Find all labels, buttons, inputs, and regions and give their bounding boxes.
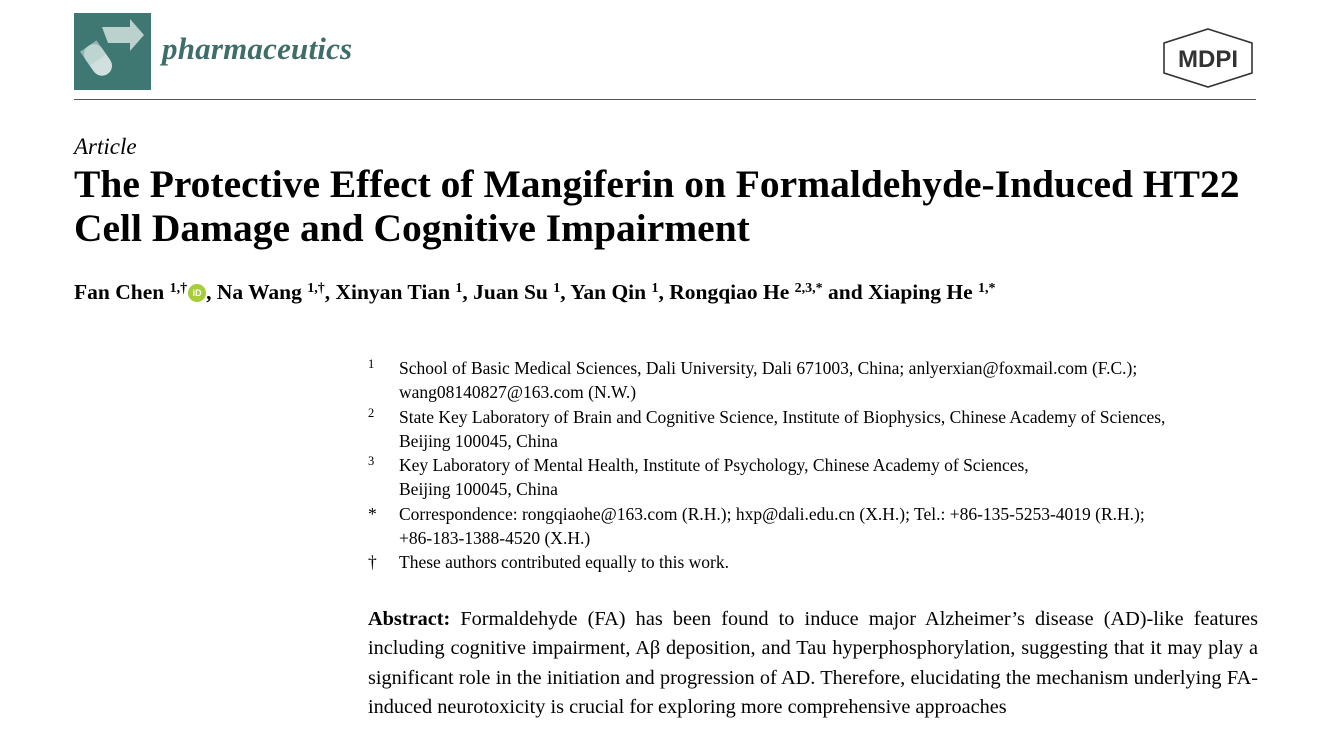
author-separator: ,: [462, 280, 474, 304]
article-title: The Protective Effect of Mangiferin on Formaldehyde-Induced HT22 Cell Damage and Cognitive Impairment: [74, 162, 1240, 250]
affiliation-marker: 3: [368, 454, 375, 469]
author-name[interactable]: Yan Qin: [570, 280, 647, 304]
affiliation-line: Beijing 100045, China: [399, 479, 558, 500]
affiliation-line: Beijing 100045, China: [399, 430, 558, 451]
author-list: [74, 280, 1264, 305]
author-name[interactable]: Xiaping He: [868, 280, 973, 304]
affiliation-item: [368, 356, 1268, 405]
abstract: [368, 605, 1258, 722]
author-name[interactable]: Fan Chen: [74, 280, 165, 304]
affiliation-line: +86-183-1388-4520 (X.H.): [399, 528, 591, 549]
journal-logo[interactable]: [74, 13, 151, 90]
author-affiliation-marker: 1: [455, 281, 463, 296]
author-affiliation-marker: 1,†: [307, 281, 325, 296]
affiliation-marker: *: [368, 503, 377, 524]
journal-name[interactable]: pharmaceutics: [162, 31, 353, 66]
author-name[interactable]: Juan Su: [473, 280, 548, 304]
mdpi-logo[interactable]: [1160, 27, 1256, 89]
journal-header: [74, 13, 1256, 101]
abstract-label: Abstract:: [368, 608, 451, 630]
affiliation-marker: 2: [368, 405, 375, 420]
header-divider: [74, 99, 1256, 100]
pill-arrow-icon: [74, 13, 151, 90]
affiliation-marker: 1: [368, 357, 375, 371]
affiliation-item: [368, 453, 1268, 502]
article-type: Article: [74, 134, 137, 159]
author-name[interactable]: Na Wang: [216, 280, 302, 304]
affiliation-line: Correspondence: rongqiaohe@163.com (R.H.); hxp@dali.edu.cn (X.H.); Tel.: +86-135-5253-4019 (R.H.);: [399, 503, 1145, 524]
affiliation-line: State Key Laboratory of Brain and Cognitive Science, Institute of Biophysics, Chinese Academy of Sciences,: [399, 406, 1166, 427]
author-affiliation-marker: 1: [553, 281, 561, 296]
orcid-icon[interactable]: iD: [188, 284, 206, 302]
affiliation-marker: †: [368, 552, 377, 573]
author-affiliation-marker: 2,3,*: [794, 281, 823, 296]
author-affiliation-marker: 1: [651, 281, 659, 296]
author-separator: ,: [206, 280, 217, 304]
affiliations: [368, 356, 1268, 575]
affiliation-item: [368, 550, 1268, 574]
affiliation-item: [368, 405, 1268, 454]
author-name[interactable]: Xinyan Tian: [335, 280, 451, 304]
affiliation-line: School of Basic Medical Sciences, Dali University, Dali 671003, China; anlyerxian@foxmail.com (F.C.);: [399, 358, 1138, 378]
author-separator: ,: [324, 280, 336, 304]
affiliation-line: Key Laboratory of Mental Health, Institute of Psychology, Chinese Academy of Sciences,: [399, 455, 1029, 476]
author-separator: and: [822, 280, 869, 304]
author-separator: ,: [658, 280, 670, 304]
author-affiliation-marker: 1,*: [978, 281, 996, 296]
mdpi-logo-text: MDPI: [1178, 46, 1238, 73]
affiliation-line: wang08140827@163.com (N.W.): [399, 382, 637, 403]
author-affiliation-marker: 1,†: [169, 281, 188, 296]
author-name[interactable]: Rongqiao He: [669, 280, 790, 304]
author-separator: ,: [560, 280, 571, 304]
affiliation-line: These authors contributed equally to this work.: [399, 552, 729, 573]
abstract-text: Formaldehyde (FA) has been found to induce major Alzheimer’s disease (AD)-like features including cognitive impairment, Aβ deposition, and Tau hyperphosphorylation, suggesting that it may play a significant role in the initiation and progression of AD. Therefore, elucidating the mechanism underlying FA-induced neurotoxicity is crucial for exploring more comprehensive approaches: [368, 608, 1258, 718]
affiliation-item: [368, 502, 1268, 551]
